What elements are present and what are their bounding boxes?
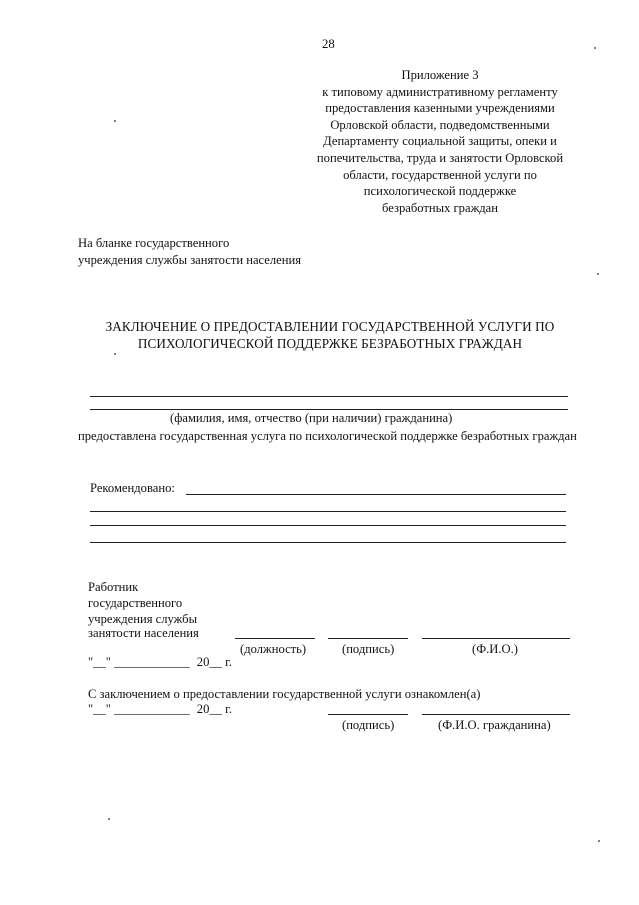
date-2 — [88, 703, 232, 716]
scan-speck — [114, 120, 116, 122]
date-day-blank: __ — [93, 702, 106, 716]
worker-signature-caption: (подпись) — [342, 642, 395, 656]
worker-label-line: Работник — [88, 580, 139, 594]
date-year: 20__ г. — [196, 655, 233, 669]
worker-signature-line — [328, 638, 408, 639]
appendix-line: Орловской области, подведомственными — [330, 117, 550, 132]
appendix-line: области, государственной услуги по — [343, 167, 537, 182]
recommended-line-4 — [90, 542, 566, 543]
date-quote-open: " — [88, 655, 94, 669]
citizen-name-line-2 — [90, 409, 568, 410]
date-year: 20__ г. — [196, 702, 233, 716]
citizen-name-sign-line — [422, 714, 570, 715]
recommended-line-3 — [90, 525, 566, 526]
scan-speck — [108, 818, 110, 820]
worker-name-caption: (Ф.И.О.) — [472, 642, 518, 656]
appendix-block — [300, 67, 580, 216]
scan-speck — [114, 353, 116, 355]
letterhead-line-1: На бланке государственного — [78, 236, 230, 250]
acknowledgment-text: С заключением о предоставлении государственной услуги ознакомлен(а) — [88, 687, 481, 701]
citizen-name-line-1 — [90, 396, 568, 397]
letterhead-line-2: учреждения службы занятости населения — [78, 253, 302, 267]
title-line-2: ПСИХОЛОГИЧЕСКОЙ ПОДДЕРЖКЕ БЕЗРАБОТНЫХ ГРАЖДАН — [137, 336, 523, 351]
worker-name-line — [422, 638, 570, 639]
date-quote-close: " — [105, 655, 111, 669]
service-provided-text: предоставлена государственная услуга по психологической поддержке безработных граждан — [78, 429, 577, 443]
page-number: 28 — [322, 37, 335, 51]
date-day-blank: __ — [93, 655, 106, 669]
appendix-line: предоставления казенными учреждениями — [325, 101, 555, 116]
appendix-line: безработных граждан — [381, 200, 499, 215]
scan-speck — [598, 840, 600, 842]
title-line-1: ЗАКЛЮЧЕНИЕ О ПРЕДОСТАВЛЕНИИ ГОСУДАРСТВЕННОЙ УСЛУГИ ПО — [105, 319, 555, 334]
recommended-line-2 — [90, 511, 566, 512]
position-line — [235, 638, 315, 639]
worker-label-line: учреждения службы — [88, 612, 198, 626]
citizen-signature-line — [328, 714, 408, 715]
citizen-signature-caption: (подпись) — [342, 718, 395, 732]
recommended-line-1 — [186, 494, 566, 495]
appendix-line: попечительства, труда и занятости Орловской — [316, 150, 564, 165]
date-month-blank: ____________ — [114, 702, 190, 716]
citizen-name-caption: (фамилия, имя, отчество (при наличии) гражданина) — [170, 411, 453, 425]
appendix-line: к типовому административному регламенту — [322, 84, 558, 99]
appendix-line: Департаменту социальной защиты, опеки и — [323, 134, 557, 149]
scan-speck — [597, 273, 599, 275]
date-quote-close: " — [105, 702, 111, 716]
date-month-blank: ____________ — [114, 655, 190, 669]
appendix-line: психологической поддержке — [363, 184, 517, 199]
scan-speck — [594, 47, 596, 49]
citizen-name-sign-caption: (Ф.И.О. гражданина) — [438, 718, 551, 732]
document-title — [60, 318, 600, 352]
appendix-line: Приложение 3 — [401, 68, 479, 82]
worker-label-line: занятости населения — [88, 626, 199, 640]
date-quote-open: " — [88, 702, 94, 716]
date-1 — [88, 656, 232, 669]
position-caption: (должность) — [240, 642, 307, 656]
worker-label-line: государственного — [88, 596, 183, 610]
recommended-label: Рекомендовано: — [90, 481, 175, 495]
